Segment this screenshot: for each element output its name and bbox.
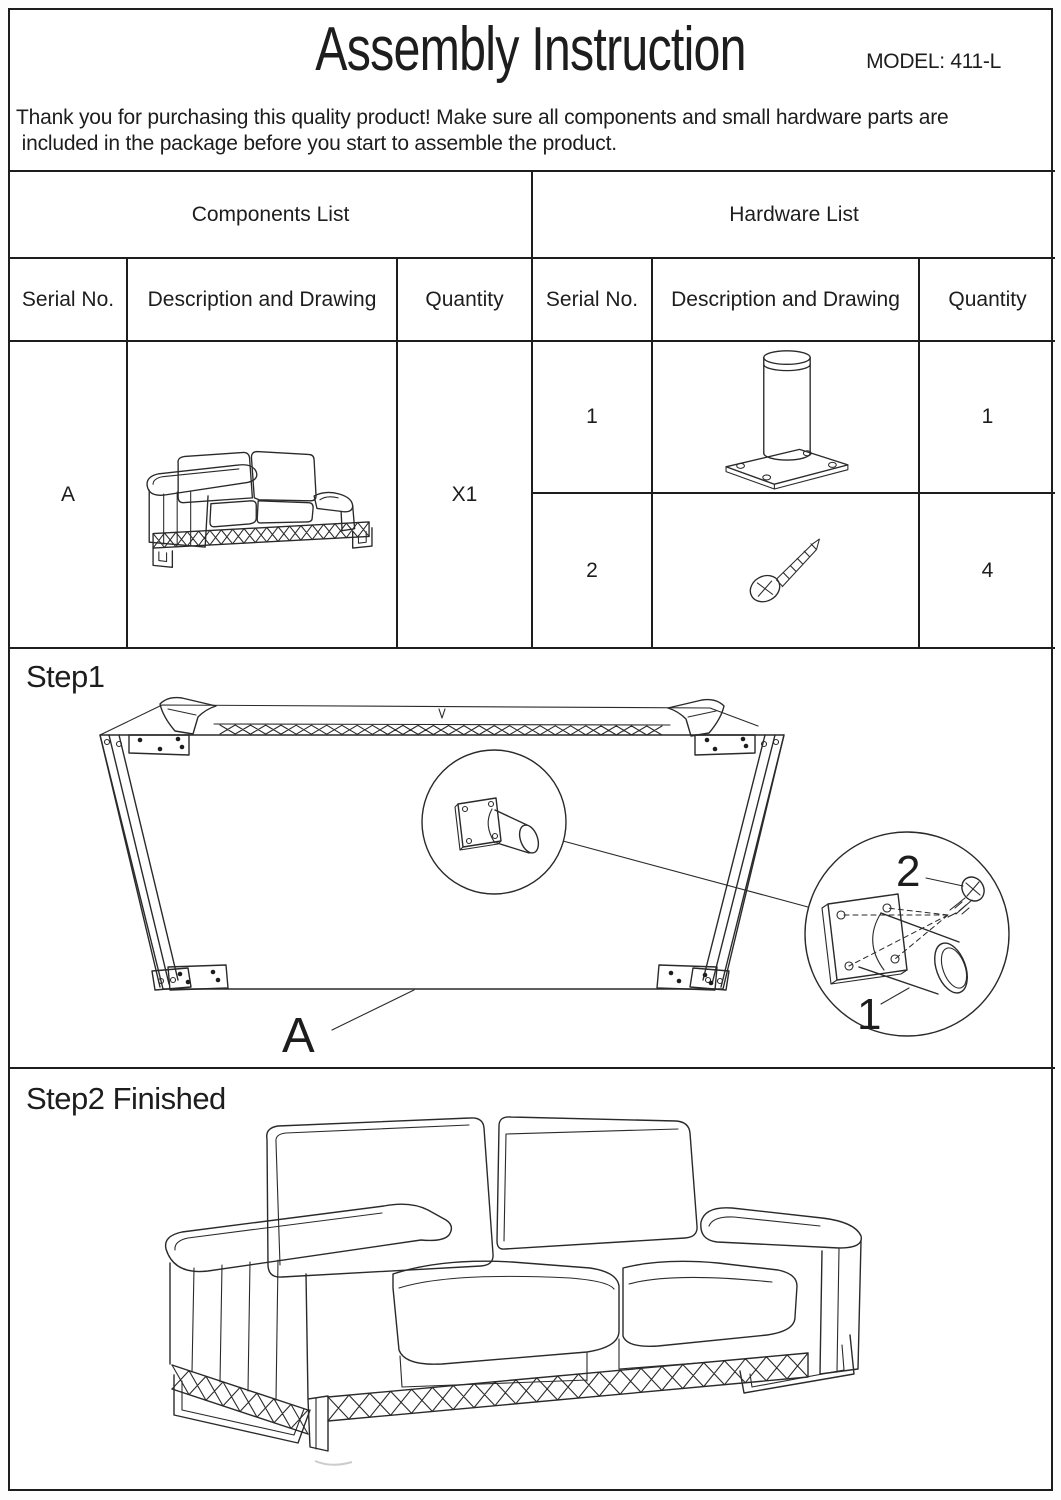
sofa-line-drawing <box>128 402 397 587</box>
component-serial: A <box>10 341 127 648</box>
step1-label-leg-1: 1 <box>857 990 882 1039</box>
step2-finished-sofa-drawing <box>10 1069 1055 1493</box>
parts-table <box>10 170 1055 649</box>
col-header-quantity: Quantity <box>919 258 1055 341</box>
col-header-quantity: Quantity <box>397 258 532 341</box>
component-drawing-cell <box>127 341 397 648</box>
hardware-serial: 1 <box>532 341 652 493</box>
col-header-serial: Serial No. <box>532 258 652 341</box>
step1-label-component-a: A <box>282 1009 315 1063</box>
hardware-serial: 2 <box>532 493 652 648</box>
instruction-sheet <box>8 8 1053 1491</box>
intro-line-2: included in the package before you start to assemble the product. <box>16 132 617 156</box>
masthead <box>10 10 1051 170</box>
col-header-serial: Serial No. <box>10 258 127 341</box>
step2-section <box>10 1069 1055 1493</box>
step1-title: Step1 <box>26 659 105 694</box>
col-header-description: Description and Drawing <box>652 258 919 341</box>
hardware-quantity: 4 <box>919 493 1055 648</box>
components-list-header: Components List <box>10 171 532 258</box>
hardware-drawing-cell <box>652 493 919 648</box>
step1-label-screw-2: 2 <box>896 847 921 896</box>
screw-line-drawing <box>731 518 841 623</box>
intro-text <box>16 105 1049 158</box>
intro-line-1: Thank you for purchasing this quality product! Make sure all components and small hardware parts are <box>16 106 949 129</box>
furniture-leg-line-drawing <box>711 345 861 490</box>
hardware-drawing-cell <box>652 341 919 493</box>
hardware-quantity: 1 <box>919 341 1055 493</box>
step2-title: Step2 Finished <box>26 1081 226 1116</box>
step1-section <box>10 647 1055 1069</box>
page-title: Assembly Instruction <box>315 15 746 84</box>
hardware-list-header: Hardware List <box>532 171 1055 258</box>
component-quantity: X1 <box>397 341 532 648</box>
model-number: MODEL: 411-L <box>866 50 1001 73</box>
col-header-description: Description and Drawing <box>127 258 397 341</box>
